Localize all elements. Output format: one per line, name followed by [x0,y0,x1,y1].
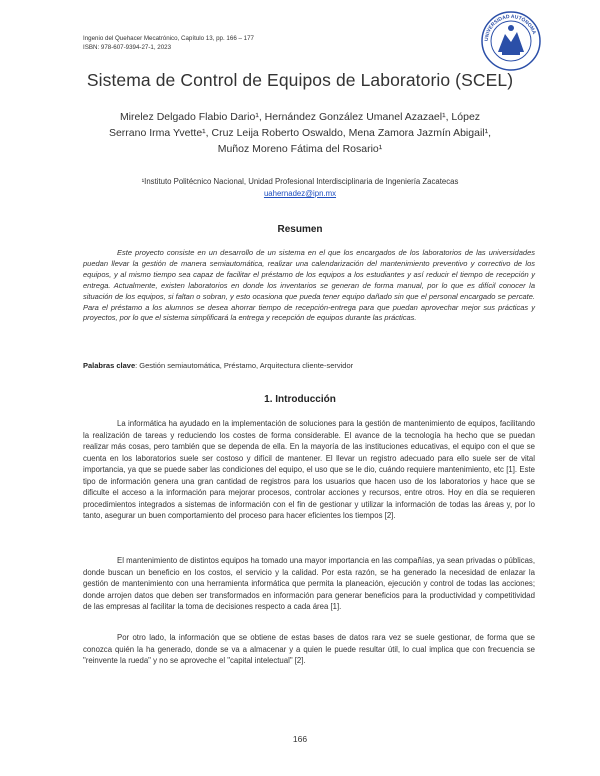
abstract-text: Este proyecto consiste en un desarrollo de un sistema en el que los encargados de los laboratorios de las universidades puedan llevar la gestión de manera semiautomática, realizar una calendarización del mantenimiento preventivo y correctivo de los equipos, y al mismo tiempo sea capaz de facilitar el préstamo de los equipos a los estudiantes y así reducir el tiempo de recepción y entrega. Actualmente, existen laboratorios en donde los inventarios se generan de forma manual, por lo que es difícil conocer la situación de los equipos, si faltan o sobran, y esto ocasiona que pueda tener equipo dañado sin que el personal encargado se percate. Para el préstamo a los alumnos se desea ahorrar tiempo de recepción-entrega para que puedan aprovechar mejor sus prácticas y proyectos, por lo que el sistema simplificará la entrega y recepción de equipos durante las prácticas. [83,248,535,323]
intro-paragraph-1: La informática ha ayudado en la implementación de soluciones para la gestión de mantenimiento de equipos, facilitando la realización de tareas y reduciendo los costes de forma considerable. El avance de la tecnología ha hecho que se puedan realizar más cosas, pero también que se dependa de ella. En la mayoría de las instituciones educativas, el equipo con el que se cuenta en los laboratorios suele ser costoso y difícil de mantener. El llevar un registro adecuado para ello suele ser de vital importancia, ya que se puede saber las condiciones del equipo, el uso que se le dio, cuándo requiere mantenimiento, etc [1]. Este tipo de información genera una gran cantidad de registros para los usuarios que hacen uso de los laboratorios y hace que se dificulte el acceso a la información para mejorar procesos, controlar acciones y recursos, entre otros. Hoy en día se requieren procedimientos integrados a sistemas de información con el fin de gestionar y utilizar la información de todas las áreas y, por lo tanto, asegurar un buen comportamiento del proceso para hacer eficientes los tiempos [2]. [83,419,535,521]
affiliation [60,176,540,200]
keywords [83,361,535,370]
affiliation-text: ¹Instituto Politécnico Nacional, Unidad Profesional Interdisciplinaria de Ingeniería Zacatecas [141,177,459,186]
section-heading-introduction: 1. Introducción [264,394,336,405]
authors-line-1: Mirelez Delgado Flabio Dario¹, Hernández González Umanel Azazael¹, López [119,111,481,123]
abstract-heading: Resumen [277,224,323,235]
author-list [70,109,530,157]
keywords-text: : Gestión semiautomática, Préstamo, Arquitectura cliente-servidor [135,361,354,370]
header-line-1: Ingenio del Quehacer Mecatrónico, Capítulo 13, pp. 166 – 177 [83,35,254,42]
authors-line-3: Muñoz Moreno Fátima del Rosario¹ [217,143,383,155]
intro-paragraph-3: Por otro lado, la información que se obtiene de estas bases de datos rara vez se suele gestionar, de forma que se conozca quién la ha generado, donde se va a almacenar y a quien le puede resultar útil, lo cual implica que con frecuencia se "reinvente la rueda" y no se aproveche el "capital intelectual" [2]. [83,633,535,666]
authors-line-2: Serrano Irma Yvette¹, Cruz Leija Roberto Oswaldo, Mena Zamora Jazmín Abigail¹, [108,127,492,139]
header-line-2: ISBN: 978-607-9394-27-1, 2023 [83,44,172,51]
keywords-label: Palabras clave [83,361,136,370]
page-number: 166 [292,734,308,744]
university-seal-icon [480,10,542,72]
seal-text: UNIVERSIDAD AUTÓNOMA [483,13,537,42]
intro-paragraph-2: El mantenimiento de distintos equipos ha tomado una mayor importancia en las compañías, ya sean privadas o públicas, donde buscan un beneficio en los costos, el servicio y la calidad. Por esta razón, se ha generado la necesidad de enlazar la gestión de mantenimiento con una herramienta informática que permita la planeación, ejecución y control de todas las acciones; donde arrojen datos que deben ser transformados en información para generar beneficios para la productividad y competitividad de las empresas al facilitar la toma de decisiones respecto a cada área [1]. [83,556,535,612]
paper-title: Sistema de Control de Equipos de Laboratorio (SCEL) [86,70,514,90]
running-header [83,34,254,52]
author-email-link[interactable]: uahernadez@ipn.mx [263,189,337,198]
